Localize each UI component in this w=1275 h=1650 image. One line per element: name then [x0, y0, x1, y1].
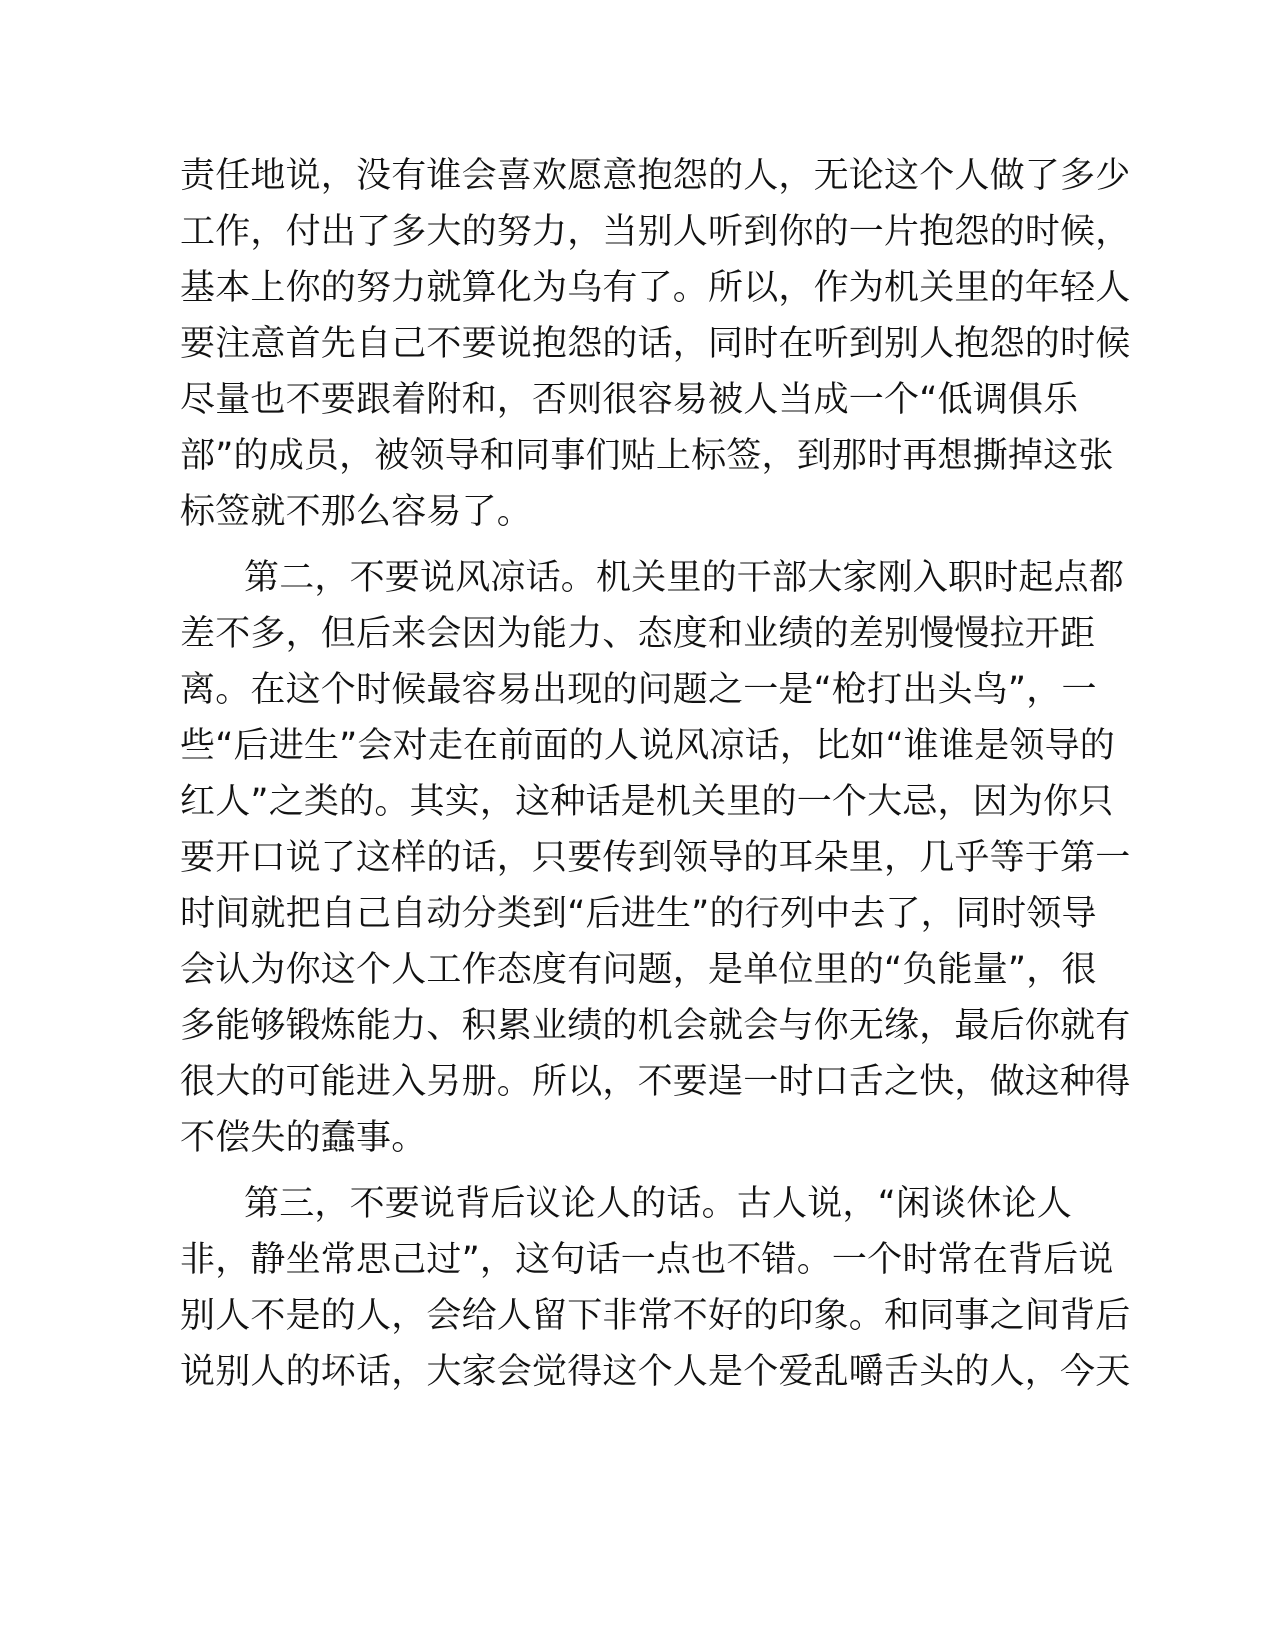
text-line: 标签就不那么容易了。 [180, 492, 533, 532]
text-line: 离。在这个时候最容易出现的问题之一是“枪打出头鸟”，一 [180, 670, 1097, 710]
text-line: 不偿失的蠢事。 [180, 1118, 427, 1158]
paragraph-2 [180, 550, 1131, 1166]
text-line: 责任地说，没有谁会喜欢愿意抱怨的人，无论这个人做了多少 [180, 156, 1131, 196]
paragraph-1 [180, 148, 1131, 540]
text-line: 尽量也不要跟着附和，否则很容易被人当成一个“低调俱乐 [180, 380, 1079, 420]
text-line: 基本上你的努力就算化为乌有了。所以，作为机关里的年轻人 [180, 268, 1131, 308]
text-line: 第三，不要说背后议论人的话。古人说，“闲谈休论人 [244, 1184, 1072, 1224]
text-line: 差不多，但后来会因为能力、态度和业绩的差别慢慢拉开距 [180, 614, 1096, 654]
text-line: 要开口说了这样的话，只要传到领导的耳朵里，几乎等于第一 [180, 838, 1131, 878]
text-line: 第二，不要说风凉话。机关里的干部大家刚入职时起点都 [244, 558, 1125, 598]
text-line: 多能够锻炼能力、积累业绩的机会就会与你无缘，最后你就有 [180, 1006, 1131, 1046]
text-line: 要注意首先自己不要说抱怨的话，同时在听到别人抱怨的时候 [180, 324, 1131, 364]
text-line: 别人不是的人，会给人留下非常不好的印象。和同事之间背后 [180, 1296, 1131, 1336]
text-line: 会认为你这个人工作态度有问题，是单位里的“负能量”，很 [180, 950, 1097, 990]
paragraph-3 [180, 1176, 1131, 1400]
text-line: 红人”之类的。其实，这种话是机关里的一个大忌，因为你只 [180, 782, 1114, 822]
text-line: 很大的可能进入另册。所以，不要逞一时口舌之快，做这种得 [180, 1062, 1131, 1102]
text-line: 时间就把自己自动分类到“后进生”的行列中去了，同时领导 [180, 894, 1097, 934]
text-line: 工作，付出了多大的努力，当别人听到你的一片抱怨的时候， [180, 212, 1131, 252]
text-line: 部”的成员，被领导和同事们贴上标签，到那时再想撕掉这张 [180, 436, 1114, 476]
text-line: 些“后进生”会对走在前面的人说风凉话，比如“谁谁是领导的 [180, 726, 1115, 766]
document-page [180, 148, 1131, 1410]
text-line: 非，静坐常思己过”，这句话一点也不错。一个时常在背后说 [180, 1240, 1114, 1280]
text-line: 说别人的坏话，大家会觉得这个人是个爱乱嚼舌头的人，今天 [180, 1352, 1131, 1392]
